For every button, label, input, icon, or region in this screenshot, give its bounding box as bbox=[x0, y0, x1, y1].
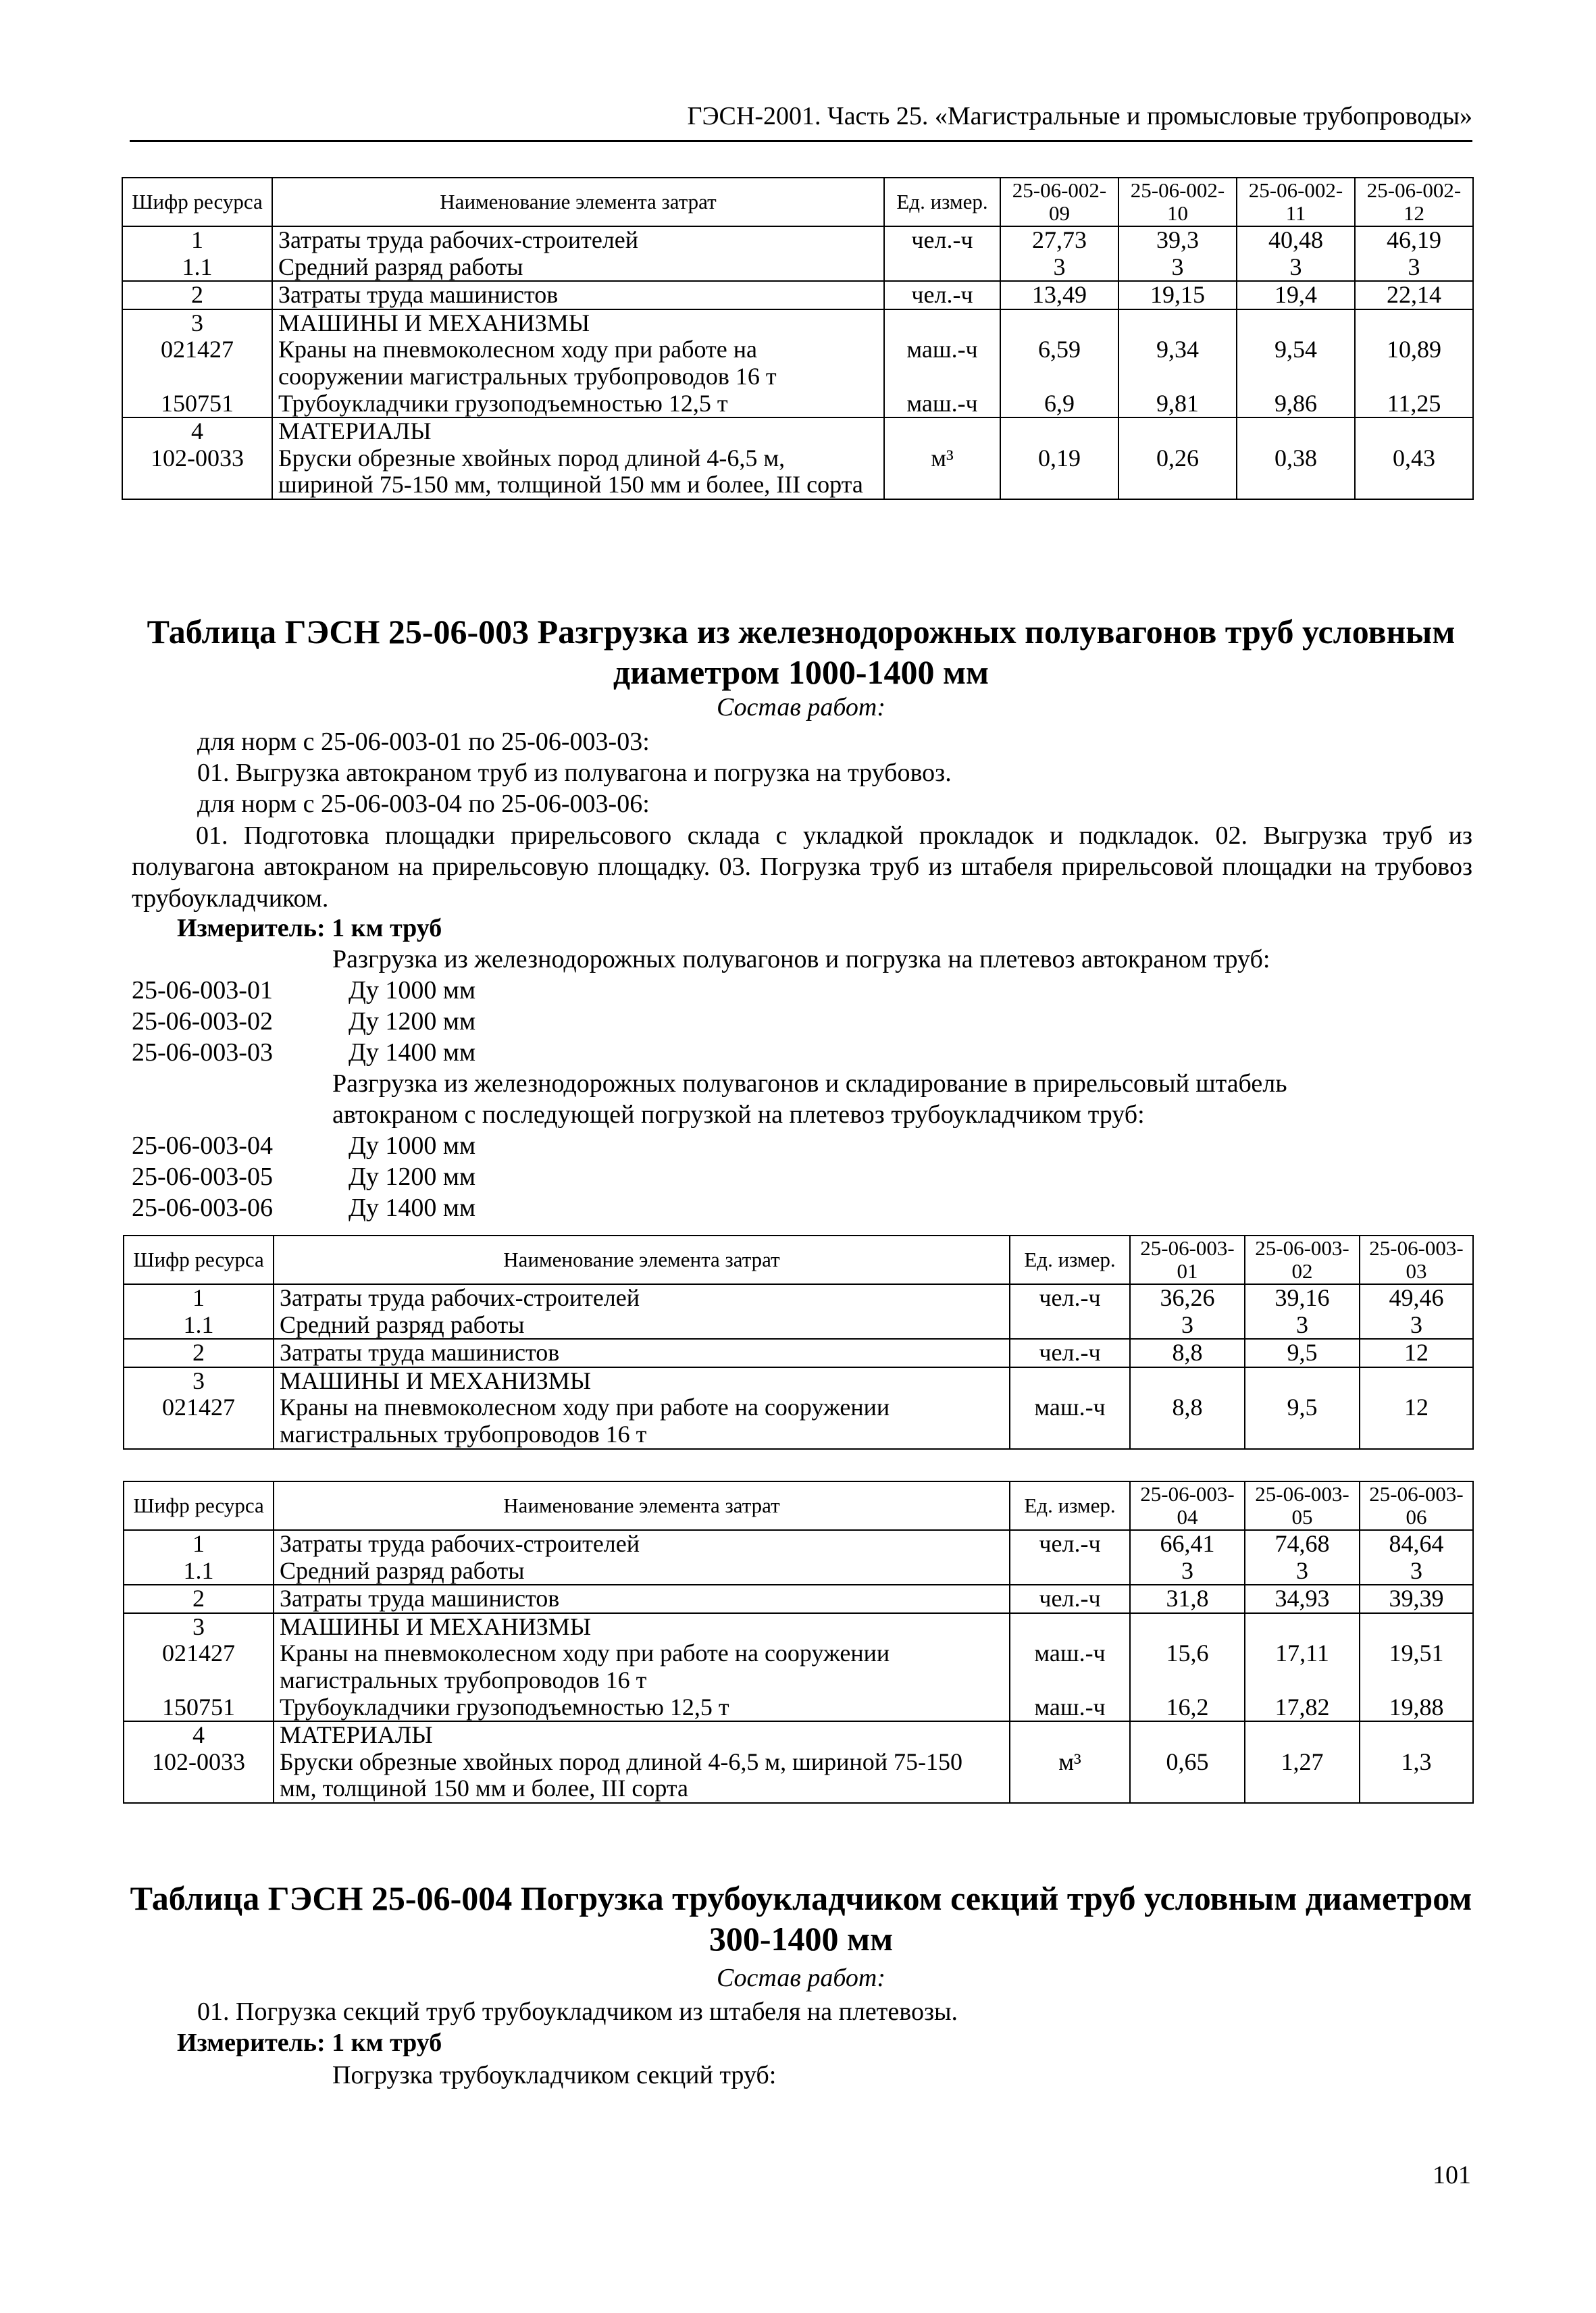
cell-value: 49,46 bbox=[1360, 1284, 1473, 1312]
cell-value: 16,2 bbox=[1130, 1694, 1245, 1722]
cell-value: 39,3 bbox=[1118, 226, 1237, 254]
table-row bbox=[122, 226, 1473, 254]
cell-value: 19,88 bbox=[1360, 1694, 1473, 1722]
cell-value: 0,43 bbox=[1355, 445, 1473, 499]
col-header-code: Шифр ресурса bbox=[122, 178, 272, 226]
norm-code: 25-06-003-03 bbox=[132, 1038, 273, 1067]
cell-value: 17,11 bbox=[1245, 1640, 1360, 1694]
col-header-norm: 25-06-002-10 bbox=[1118, 178, 1237, 226]
col-header-norm: 25-06-003-06 bbox=[1360, 1481, 1473, 1530]
col-header-norm: 25-06-002-12 bbox=[1355, 178, 1473, 226]
cell-name: Затраты труда рабочих-строителей bbox=[274, 1284, 1010, 1312]
cell-code: 2 bbox=[124, 1339, 274, 1367]
cell-value: 19,51 bbox=[1360, 1640, 1473, 1694]
cell-unit bbox=[1010, 1558, 1130, 1585]
cell-value: 19,15 bbox=[1118, 281, 1237, 309]
scope-line: для норм с 25-06-003-01 по 25-06-003-03: bbox=[197, 728, 650, 756]
cell-code: 3 bbox=[122, 309, 272, 337]
cell-name: Бруски обрезные хвойных пород длиной 4-6,5 м, шириной 75-150 мм, толщиной 150 мм и более, III сорта bbox=[274, 1749, 1010, 1803]
cell-unit: чел.-ч bbox=[1010, 1284, 1130, 1312]
cell-code: 021427 bbox=[124, 1640, 274, 1694]
cell-value: 3 bbox=[1245, 1558, 1360, 1585]
cell-value: 9,5 bbox=[1245, 1394, 1360, 1448]
cell-value: 40,48 bbox=[1237, 226, 1355, 254]
table-row bbox=[122, 390, 1473, 418]
table-row bbox=[124, 1749, 1473, 1803]
norm-desc: Ду 1000 мм bbox=[349, 976, 476, 1005]
cell-name: Краны на пневмоколесном ходу при работе на сооружении магистральных трубопроводов 16 т bbox=[274, 1640, 1010, 1694]
cell-name: МАШИНЫ И МЕХАНИЗМЫ bbox=[272, 309, 884, 337]
running-header: ГЭСН-2001. Часть 25. «Магистральные и промысловые трубопроводы» bbox=[687, 102, 1472, 130]
cell-name: Трубоукладчики грузоподъемностью 12,5 т bbox=[274, 1694, 1010, 1722]
cell-value: 17,82 bbox=[1245, 1694, 1360, 1722]
table-row bbox=[124, 1530, 1473, 1558]
table-row bbox=[124, 1613, 1473, 1641]
cell-unit: чел.-ч bbox=[884, 281, 1000, 309]
col-header-norm: 25-06-003-04 bbox=[1130, 1481, 1245, 1530]
cell-name: Средний разряд работы bbox=[274, 1558, 1010, 1585]
cell-value: 6,59 bbox=[1000, 336, 1118, 390]
cell-unit: чел.-ч bbox=[1010, 1339, 1130, 1367]
cell-value: 12 bbox=[1360, 1394, 1473, 1448]
cell-value: 0,38 bbox=[1237, 445, 1355, 499]
table-row bbox=[122, 309, 1473, 337]
norm-table-25-06-002 bbox=[122, 177, 1474, 500]
cell-unit: м³ bbox=[884, 445, 1000, 499]
cell-code: 2 bbox=[122, 281, 272, 309]
col-header-code: Шифр ресурса bbox=[124, 1481, 274, 1530]
cell-value: 9,5 bbox=[1245, 1339, 1360, 1367]
table-row bbox=[124, 1284, 1473, 1312]
cell-value: 19,4 bbox=[1237, 281, 1355, 309]
cell-value: 39,16 bbox=[1245, 1284, 1360, 1312]
cell-name: Затраты труда машинистов bbox=[274, 1339, 1010, 1367]
table-row bbox=[124, 1585, 1473, 1613]
cell-name: МАШИНЫ И МЕХАНИЗМЫ bbox=[274, 1367, 1010, 1395]
cell-value: 3 bbox=[1000, 254, 1118, 282]
norm-desc: Ду 1400 мм bbox=[349, 1038, 476, 1067]
cell-value: 12 bbox=[1360, 1339, 1473, 1367]
cell-value: 6,9 bbox=[1000, 390, 1118, 418]
cell-code: 2 bbox=[124, 1585, 274, 1613]
section-title-25-06-003: Таблица ГЭСН 25-06-003 Разгрузка из железнодорожных полувагонов труб условным диаметром 1000-1400 мм bbox=[147, 613, 1456, 691]
cell-value: 66,41 bbox=[1130, 1530, 1245, 1558]
cell-code: 1.1 bbox=[124, 1312, 274, 1340]
cell-value: 46,19 bbox=[1355, 226, 1473, 254]
cell-value: 3 bbox=[1237, 254, 1355, 282]
cell-unit: маш.-ч bbox=[1010, 1640, 1130, 1694]
cell-value: 3 bbox=[1245, 1312, 1360, 1340]
cell-name: Трубоукладчики грузоподъемностью 12,5 т bbox=[272, 390, 884, 418]
norm-code: 25-06-003-04 bbox=[132, 1132, 273, 1160]
meter-line: Измеритель: 1 км труб bbox=[177, 2029, 442, 2057]
group-description: Разгрузка из железнодорожных полувагонов и погрузка на плетевоз автокраном труб: bbox=[332, 945, 1270, 973]
cell-name: Затраты труда машинистов bbox=[272, 281, 884, 309]
group-description: Разгрузка из железнодорожных полувагонов и складирование в прирельсовый штабель bbox=[332, 1069, 1287, 1098]
page-number: 101 bbox=[1433, 2161, 1471, 2189]
norm-desc: Ду 1200 мм bbox=[349, 1007, 476, 1036]
cell-name: Краны на пневмоколесном ходу при работе на сооружении магистральных трубопроводов 16 т bbox=[272, 336, 884, 390]
cell-value: 3 bbox=[1360, 1558, 1473, 1585]
col-header-unit: Ед. измер. bbox=[884, 178, 1000, 226]
col-header-norm: 25-06-003-02 bbox=[1245, 1236, 1360, 1284]
cell-value: 1,3 bbox=[1360, 1749, 1473, 1803]
cell-name: Средний разряд работы bbox=[274, 1312, 1010, 1340]
cell-code: 1.1 bbox=[122, 254, 272, 282]
norm-desc: Ду 1000 мм bbox=[349, 1132, 476, 1160]
cell-code: 150751 bbox=[122, 390, 272, 418]
cell-unit: маш.-ч bbox=[884, 336, 1000, 390]
norm-desc: Ду 1200 мм bbox=[349, 1163, 476, 1191]
cell-unit: чел.-ч bbox=[884, 226, 1000, 254]
cell-code: 102-0033 bbox=[124, 1749, 274, 1803]
norm-code: 25-06-003-01 bbox=[132, 976, 273, 1005]
cell-value: 84,64 bbox=[1360, 1530, 1473, 1558]
cell-unit: маш.-ч bbox=[1010, 1694, 1130, 1722]
cell-code: 1 bbox=[124, 1284, 274, 1312]
norm-desc: Ду 1400 мм bbox=[349, 1194, 476, 1222]
col-header-code: Шифр ресурса bbox=[124, 1236, 274, 1284]
cell-value: 9,81 bbox=[1118, 390, 1237, 418]
cell-name: Средний разряд работы bbox=[272, 254, 884, 282]
cell-value: 27,73 bbox=[1000, 226, 1118, 254]
col-header-unit: Ед. измер. bbox=[1010, 1236, 1130, 1284]
cell-unit: маш.-ч bbox=[1010, 1394, 1130, 1448]
cell-value: 3 bbox=[1118, 254, 1237, 282]
scope-line: для норм с 25-06-003-04 по 25-06-003-06: bbox=[197, 790, 650, 818]
meter-line: Измеритель: 1 км труб bbox=[177, 914, 442, 942]
cell-value: 9,86 bbox=[1237, 390, 1355, 418]
group-description: Погрузка трубоукладчиком секций труб: bbox=[332, 2061, 777, 2089]
cell-unit: чел.-ч bbox=[1010, 1530, 1130, 1558]
cell-code: 4 bbox=[122, 417, 272, 445]
cell-name: МАТЕРИАЛЫ bbox=[274, 1721, 1010, 1749]
cell-value: 9,54 bbox=[1237, 336, 1355, 390]
table-row bbox=[122, 254, 1473, 282]
table-row bbox=[122, 336, 1473, 390]
norm-table-25-06-003-04-06 bbox=[123, 1481, 1474, 1804]
col-header-unit: Ед. измер. bbox=[1010, 1481, 1130, 1530]
cell-name: Затраты труда рабочих-строителей bbox=[272, 226, 884, 254]
table-row bbox=[124, 1312, 1473, 1340]
cell-value: 22,14 bbox=[1355, 281, 1473, 309]
cell-value: 74,68 bbox=[1245, 1530, 1360, 1558]
cell-value: 31,8 bbox=[1130, 1585, 1245, 1613]
cell-code: 102-0033 bbox=[122, 445, 272, 499]
cell-unit: м³ bbox=[1010, 1749, 1130, 1803]
cell-value: 0,19 bbox=[1000, 445, 1118, 499]
section-title-25-06-004: Таблица ГЭСН 25-06-004 Погрузка трубоукладчиком секций труб условным диаметром 300-1400 мм bbox=[130, 1879, 1472, 1958]
table-row bbox=[124, 1694, 1473, 1722]
cell-value: 3 bbox=[1130, 1312, 1245, 1340]
cell-name: МАТЕРИАЛЫ bbox=[272, 417, 884, 445]
cell-code: 3 bbox=[124, 1367, 274, 1395]
norm-code: 25-06-003-05 bbox=[132, 1163, 273, 1191]
col-header-norm: 25-06-003-01 bbox=[1130, 1236, 1245, 1284]
cell-unit: маш.-ч bbox=[884, 390, 1000, 418]
cell-value: 0,65 bbox=[1130, 1749, 1245, 1803]
cell-value: 34,93 bbox=[1245, 1585, 1360, 1613]
cell-value: 3 bbox=[1130, 1558, 1245, 1585]
cell-value: 10,89 bbox=[1355, 336, 1473, 390]
norm-table-25-06-003-01-03 bbox=[123, 1235, 1474, 1450]
table-row bbox=[124, 1367, 1473, 1395]
cell-code: 1 bbox=[122, 226, 272, 254]
cell-name: Краны на пневмоколесном ходу при работе на сооружении магистральных трубопроводов 16 т bbox=[274, 1394, 1010, 1448]
table-row bbox=[122, 445, 1473, 499]
composition-label: Состав работ: bbox=[716, 1964, 886, 1992]
cell-unit bbox=[884, 254, 1000, 282]
work-step-line: 01. Выгрузка автокраном труб из полувагона и погрузка на трубовоз. bbox=[197, 759, 952, 787]
col-header-norm: 25-06-002-09 bbox=[1000, 178, 1118, 226]
cell-unit bbox=[1010, 1312, 1130, 1340]
cell-code: 1 bbox=[124, 1530, 274, 1558]
cell-value: 3 bbox=[1355, 254, 1473, 282]
col-header-name: Наименование элемента затрат bbox=[272, 178, 884, 226]
group-description: автокраном с последующей погрузкой на плетевоз трубоукладчиком труб: bbox=[332, 1100, 1145, 1129]
cell-value: 3 bbox=[1360, 1312, 1473, 1340]
cell-name: МАШИНЫ И МЕХАНИЗМЫ bbox=[274, 1613, 1010, 1641]
col-header-norm: 25-06-003-05 bbox=[1245, 1481, 1360, 1530]
cell-value: 15,6 bbox=[1130, 1640, 1245, 1694]
cell-code: 3 bbox=[124, 1613, 274, 1641]
cell-value: 9,34 bbox=[1118, 336, 1237, 390]
table-row bbox=[124, 1558, 1473, 1585]
cell-name: Бруски обрезные хвойных пород длиной 4-6,5 м, шириной 75-150 мм, толщиной 150 мм и более, III сорта bbox=[272, 445, 884, 499]
norm-code: 25-06-003-02 bbox=[132, 1007, 273, 1036]
cell-value: 13,49 bbox=[1000, 281, 1118, 309]
work-step-line: 01. Погрузка секций труб трубоукладчиком из штабеля на плетевозы. bbox=[197, 1998, 958, 2026]
table-row bbox=[124, 1640, 1473, 1694]
cell-value: 0,26 bbox=[1118, 445, 1237, 499]
header-rule bbox=[130, 140, 1472, 142]
table-row bbox=[122, 417, 1473, 445]
cell-code: 150751 bbox=[124, 1694, 274, 1722]
cell-value: 8,8 bbox=[1130, 1339, 1245, 1367]
col-header-name: Наименование элемента затрат bbox=[274, 1481, 1010, 1530]
table-row bbox=[124, 1394, 1473, 1448]
cell-unit: чел.-ч bbox=[1010, 1585, 1130, 1613]
cell-name: Затраты труда рабочих-строителей bbox=[274, 1530, 1010, 1558]
cell-value: 39,39 bbox=[1360, 1585, 1473, 1613]
cell-code: 021427 bbox=[124, 1394, 274, 1448]
cell-value: 8,8 bbox=[1130, 1394, 1245, 1448]
cell-code: 4 bbox=[124, 1721, 274, 1749]
col-header-norm: 25-06-003-03 bbox=[1360, 1236, 1473, 1284]
norm-code: 25-06-003-06 bbox=[132, 1194, 273, 1222]
cell-name: Затраты труда машинистов bbox=[274, 1585, 1010, 1613]
cell-value: 1,27 bbox=[1245, 1749, 1360, 1803]
work-steps-paragraph: 01. Подготовка площадки прирельсового склада с укладкой прокладок и подкладок. 02. Выгрузка труб из полувагона автокраном на прирельсовую площадку. 03. Погрузка труб из штабеля прирельсовой площадки на трубовоз трубоукладчиком. bbox=[132, 821, 1472, 913]
cell-code: 021427 bbox=[122, 336, 272, 390]
cell-value: 11,25 bbox=[1355, 390, 1473, 418]
cell-value: 36,26 bbox=[1130, 1284, 1245, 1312]
composition-label: Состав работ: bbox=[716, 693, 886, 721]
table-row bbox=[124, 1721, 1473, 1749]
col-header-name: Наименование элемента затрат bbox=[274, 1236, 1010, 1284]
cell-code: 1.1 bbox=[124, 1558, 274, 1585]
table-row bbox=[124, 1339, 1473, 1367]
col-header-norm: 25-06-002-11 bbox=[1237, 178, 1355, 226]
table-row bbox=[122, 281, 1473, 309]
